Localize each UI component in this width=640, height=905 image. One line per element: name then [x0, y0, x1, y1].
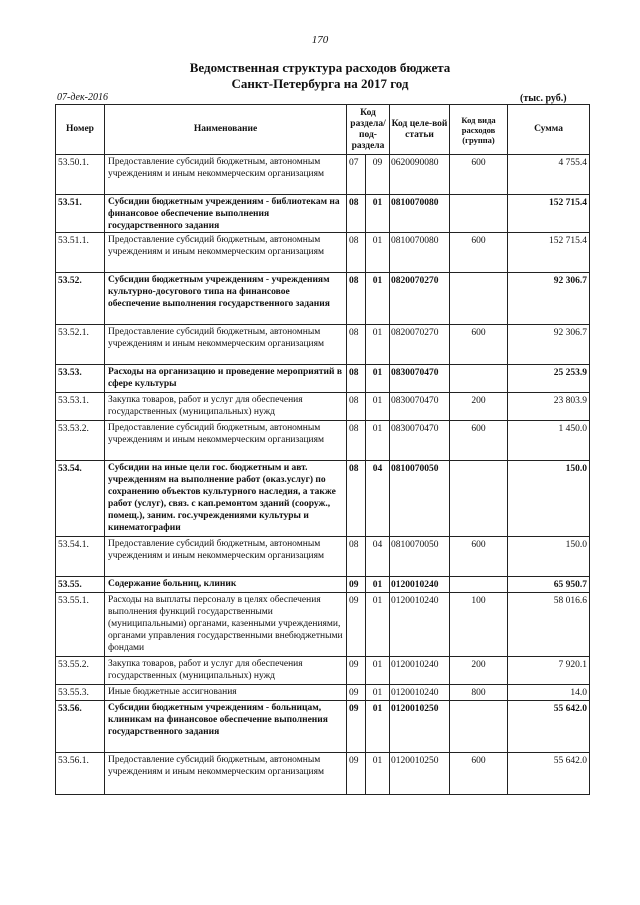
row-target-code: 0830070470: [390, 393, 450, 421]
row-expense-group: 200: [450, 393, 508, 421]
row-name: Предоставление субсидий бюджетным, автономным учреждениям и иным некоммерческим организациям: [105, 537, 347, 577]
header-target: Код целе-вой статьи: [390, 105, 450, 155]
table-row: [56, 657, 590, 685]
row-target-code: 0830070470: [390, 421, 450, 461]
table-row: [56, 421, 590, 461]
row-subsection: 04: [366, 461, 390, 537]
row-number: 53.54.1.: [56, 537, 105, 577]
row-amount: 58 016.6: [508, 593, 590, 657]
row-amount: 92 306.7: [508, 325, 590, 365]
table-row: [56, 753, 590, 795]
row-amount: 23 803.9: [508, 393, 590, 421]
row-amount: 65 950.7: [508, 577, 590, 593]
row-name: Предоставление субсидий бюджетным, автономным учреждениям и иным некоммерческим организациям: [105, 421, 347, 461]
table-row: [56, 461, 590, 537]
row-number: 53.55.2.: [56, 657, 105, 685]
row-section: 08: [347, 195, 366, 233]
row-amount: 55 642.0: [508, 753, 590, 795]
row-number: 53.51.1.: [56, 233, 105, 273]
row-section: 07: [347, 155, 366, 195]
header-number: Номер: [56, 105, 105, 155]
row-target-code: 0120010240: [390, 593, 450, 657]
row-subsection: 01: [366, 325, 390, 365]
row-expense-group: [450, 577, 508, 593]
row-expense-group: [450, 365, 508, 393]
row-amount: 7 920.1: [508, 657, 590, 685]
row-name: Закупка товаров, работ и услуг для обеспечения государственных (муниципальных) нужд: [105, 393, 347, 421]
row-target-code: 0810070080: [390, 195, 450, 233]
row-amount: 55 642.0: [508, 701, 590, 753]
row-expense-group: 600: [450, 421, 508, 461]
row-target-code: 0120010240: [390, 577, 450, 593]
row-section: 08: [347, 393, 366, 421]
header-section: Код раздела/ под-раздела: [347, 105, 390, 155]
row-expense-group: 600: [450, 233, 508, 273]
table-row: [56, 701, 590, 753]
row-amount: 150.0: [508, 461, 590, 537]
row-expense-group: 800: [450, 685, 508, 701]
page-number: 170: [311, 34, 329, 46]
row-section: 08: [347, 537, 366, 577]
table-row: [56, 577, 590, 593]
row-name: Предоставление субсидий бюджетным, автономным учреждениям и иным некоммерческим организациям: [105, 753, 347, 795]
row-section: 08: [347, 365, 366, 393]
table-row: [56, 593, 590, 657]
row-name: Субсидии бюджетным учреждениям - больницам, клиникам на финансовое обеспечение выполнения государственного задания: [105, 701, 347, 753]
row-name: Субсидии на иные цели гос. бюджетным и авт. учреждениям на выполнение работ (оказ.услуг) по сохранению объектов культурного наследия, а также работ (услуг), связ. с кап.ремонтом зданий (сооруж., помещ.), заним. гос.учреждениями культуры и кинематографии: [105, 461, 347, 537]
row-expense-group: [450, 461, 508, 537]
row-number: 53.51.: [56, 195, 105, 233]
title-line-1: Ведомственная структура расходов бюджета: [189, 60, 451, 75]
title-line-2: Санкт-Петербурга на 2017 год: [231, 76, 409, 91]
row-number: 53.54.: [56, 461, 105, 537]
row-expense-group: [450, 701, 508, 753]
row-target-code: 0810070080: [390, 233, 450, 273]
report-date: 07-дек-2016: [57, 92, 108, 103]
row-expense-group: [450, 195, 508, 233]
row-target-code: 0620090080: [390, 155, 450, 195]
row-subsection: 01: [366, 233, 390, 273]
row-section: 09: [347, 701, 366, 753]
row-section: 08: [347, 273, 366, 325]
row-target-code: 0120010250: [390, 701, 450, 753]
row-section: 08: [347, 325, 366, 365]
table-header-row: [56, 105, 590, 155]
row-expense-group: 600: [450, 753, 508, 795]
header-type: Код вида расходов (группа): [450, 105, 508, 155]
row-section: 09: [347, 753, 366, 795]
table-row: [56, 155, 590, 195]
row-name: Содержание больниц, клиник: [105, 577, 347, 593]
header-amount: Сумма: [508, 105, 590, 155]
row-expense-group: 600: [450, 537, 508, 577]
row-target-code: 0120010240: [390, 657, 450, 685]
row-subsection: 04: [366, 537, 390, 577]
row-target-code: 0820070270: [390, 273, 450, 325]
row-target-code: 0810070050: [390, 537, 450, 577]
table-row: [56, 537, 590, 577]
row-number: 53.56.: [56, 701, 105, 753]
row-target-code: 0810070050: [390, 461, 450, 537]
row-number: 53.52.: [56, 273, 105, 325]
row-subsection: 01: [366, 577, 390, 593]
row-name: Закупка товаров, работ и услуг для обеспечения государственных (муниципальных) нужд: [105, 657, 347, 685]
row-expense-group: 200: [450, 657, 508, 685]
row-section: 08: [347, 233, 366, 273]
row-section: 09: [347, 685, 366, 701]
row-expense-group: 600: [450, 325, 508, 365]
table-row: [56, 273, 590, 325]
row-amount: 92 306.7: [508, 273, 590, 325]
table-row: [56, 233, 590, 273]
row-number: 53.55.3.: [56, 685, 105, 701]
row-subsection: 01: [366, 701, 390, 753]
row-amount: 152 715.4: [508, 195, 590, 233]
table-row: [56, 393, 590, 421]
row-name: Расходы на выплаты персоналу в целях обеспечения выполнения функций государственными (муниципальными) органами, казенными учреждениями, органами управления государственными внебюджетными фондами: [105, 593, 347, 657]
row-number: 53.55.: [56, 577, 105, 593]
row-target-code: 0830070470: [390, 365, 450, 393]
row-number: 53.55.1.: [56, 593, 105, 657]
row-name: Предоставление субсидий бюджетным, автономным учреждениям и иным некоммерческим организациям: [105, 155, 347, 195]
row-amount: 1 450.0: [508, 421, 590, 461]
row-name: Субсидии бюджетным учреждениям - учреждениям культурно-досугового типа на финансовое обеспечение выполнения государственного задания: [105, 273, 347, 325]
row-expense-group: 100: [450, 593, 508, 657]
row-subsection: 01: [366, 273, 390, 325]
row-section: 09: [347, 657, 366, 685]
budget-table: [55, 104, 590, 795]
units-label: (тыс. руб.): [520, 93, 567, 104]
row-number: 53.52.1.: [56, 325, 105, 365]
row-number: 53.56.1.: [56, 753, 105, 795]
table-row: [56, 365, 590, 393]
table-row: [56, 325, 590, 365]
row-section: 09: [347, 577, 366, 593]
table-row: [56, 685, 590, 701]
row-name: Иные бюджетные ассигнования: [105, 685, 347, 701]
row-amount: 14.0: [508, 685, 590, 701]
row-name: Предоставление субсидий бюджетным, автономным учреждениям и иным некоммерческим организациям: [105, 325, 347, 365]
row-subsection: 01: [366, 365, 390, 393]
row-number: 53.53.: [56, 365, 105, 393]
row-target-code: 0120010250: [390, 753, 450, 795]
row-name: Субсидии бюджетным учреждениям - библиотекам на финансовое обеспечение выполнения государственного задания: [105, 195, 347, 233]
row-number: 53.50.1.: [56, 155, 105, 195]
row-expense-group: [450, 273, 508, 325]
row-amount: 4 755.4: [508, 155, 590, 195]
row-target-code: 0820070270: [390, 325, 450, 365]
row-subsection: 01: [366, 657, 390, 685]
row-subsection: 01: [366, 393, 390, 421]
row-amount: 150.0: [508, 537, 590, 577]
row-expense-group: 600: [450, 155, 508, 195]
row-section: 09: [347, 593, 366, 657]
row-number: 53.53.1.: [56, 393, 105, 421]
row-amount: 25 253.9: [508, 365, 590, 393]
row-subsection: 09: [366, 155, 390, 195]
row-amount: 152 715.4: [508, 233, 590, 273]
row-number: 53.53.2.: [56, 421, 105, 461]
row-subsection: 01: [366, 753, 390, 795]
row-subsection: 01: [366, 195, 390, 233]
row-section: 08: [347, 461, 366, 537]
header-name: Наименование: [105, 105, 347, 155]
row-subsection: 01: [366, 421, 390, 461]
page-title: [0, 60, 640, 92]
row-name: Расходы на организацию и проведение мероприятий в сфере культуры: [105, 365, 347, 393]
row-target-code: 0120010240: [390, 685, 450, 701]
table-row: [56, 195, 590, 233]
row-section: 08: [347, 421, 366, 461]
row-name: Предоставление субсидий бюджетным, автономным учреждениям и иным некоммерческим организациям: [105, 233, 347, 273]
row-subsection: 01: [366, 593, 390, 657]
row-subsection: 01: [366, 685, 390, 701]
